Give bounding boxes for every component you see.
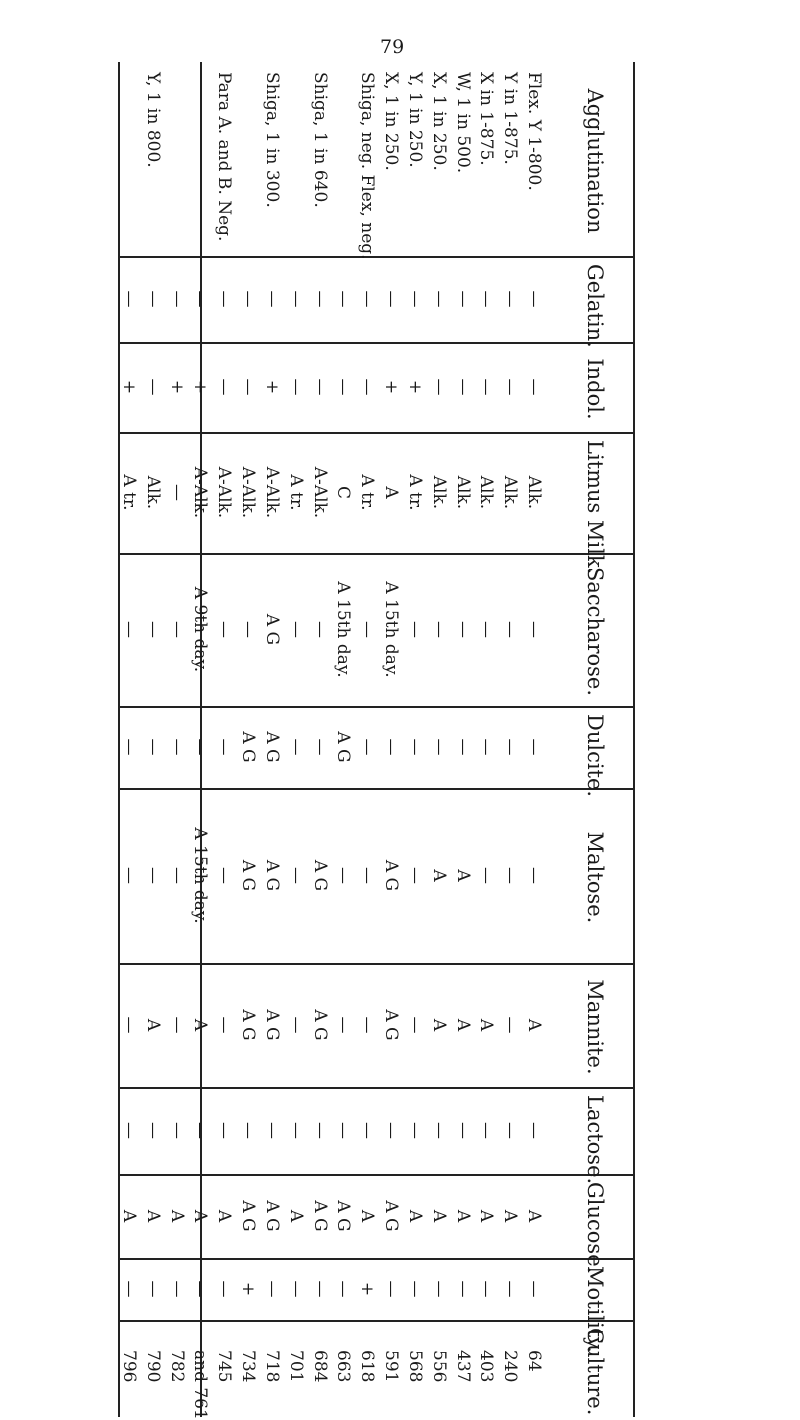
cell-indol: —	[452, 378, 473, 396]
cell-maltose: —	[166, 867, 187, 884]
cell-indol: —	[428, 378, 449, 396]
table-right-border	[633, 62, 635, 1417]
cell-lactose: —	[428, 1122, 449, 1139]
cell-saccharose: —	[476, 621, 497, 638]
cell-gelatin: —	[404, 290, 425, 308]
cell-glucose: A	[142, 1209, 163, 1223]
cell-motility: —	[190, 1280, 211, 1298]
cell-glucose: A	[166, 1209, 187, 1223]
cell-litmus-milk: Alk.	[476, 475, 497, 510]
cell-lactose: —	[381, 1122, 402, 1139]
cell-agglutination: Para A. and B. Neg.	[214, 72, 235, 242]
cell-indol: —	[285, 378, 306, 396]
cell-gelatin: —	[500, 290, 521, 308]
column-header-glucose: Glucose.	[583, 1182, 607, 1274]
cell-mannite: A	[428, 1018, 449, 1032]
cell-litmus-milk: Alk.	[500, 475, 521, 510]
cell-agglutination: Flex. Y 1-800.	[524, 72, 544, 191]
cell-mannite: —	[166, 1016, 187, 1034]
cell-lactose: —	[119, 1122, 139, 1139]
cell-gelatin: —	[142, 290, 163, 308]
cell-culture: 591	[381, 1350, 402, 1383]
cell-culture: 240	[500, 1350, 521, 1383]
cell-lactose: —	[190, 1122, 211, 1139]
cell-glucose: A	[524, 1209, 544, 1223]
cell-indol: +	[261, 379, 282, 395]
cell-culture: 403	[476, 1350, 497, 1383]
cell-indol: —	[500, 378, 521, 396]
cell-litmus-milk: A-Alk.	[261, 466, 282, 519]
cell-motility: —	[261, 1280, 282, 1298]
cell-litmus-milk: A-Alk.	[190, 466, 211, 519]
cell-gelatin: —	[238, 290, 259, 308]
cell-gelatin: —	[261, 290, 282, 308]
cell-glucose: A	[357, 1209, 378, 1223]
cell-maltose: A	[452, 869, 473, 882]
cell-motility: —	[381, 1280, 402, 1298]
cell-culture: 734	[238, 1350, 259, 1383]
cell-maltose: A G	[238, 859, 259, 892]
cell-saccharose: A G	[261, 613, 282, 646]
cell-gelatin: —	[476, 290, 497, 308]
cell-agglutination: X in 1-875.	[476, 72, 497, 166]
cell-gelatin: —	[333, 290, 354, 308]
cell-dulcite: —	[428, 738, 449, 756]
cell-dulcite: —	[476, 738, 497, 756]
cell-saccharose: —	[166, 621, 187, 638]
cell-mannite: A G	[381, 1009, 402, 1041]
cell-gelatin: —	[452, 290, 473, 308]
column-header-mannite: Mannite.	[583, 979, 607, 1075]
cell-indol: —	[524, 378, 544, 396]
cell-maltose: A G	[309, 859, 330, 892]
cell-indol: —	[309, 378, 330, 396]
cell-maltose: —	[142, 867, 163, 884]
cell-dulcite: A G	[261, 731, 282, 763]
cell-lactose: —	[452, 1122, 473, 1139]
cell-litmus-milk: A-Alk.	[309, 466, 330, 519]
cell-dulcite: —	[166, 738, 187, 756]
cell-gelatin: —	[357, 290, 378, 308]
cell-maltose: —	[119, 867, 139, 884]
cell-saccharose: —	[357, 621, 378, 638]
cell-culture: 796	[119, 1350, 139, 1383]
column-header-litmus-milk: Litmus Milk.	[583, 440, 607, 575]
cell-dulcite: —	[119, 738, 139, 756]
column-header-saccharose: Saccharose.	[583, 566, 607, 697]
cell-motility: —	[333, 1280, 354, 1298]
column-header-agglutination: Agglutination	[583, 88, 607, 234]
cell-saccharose: —	[238, 621, 259, 638]
cell-litmus-milk: Alk.	[524, 475, 544, 510]
cell-dulcite: —	[500, 738, 521, 756]
cell-culture: 64	[524, 1350, 544, 1372]
cell-indol: —	[142, 378, 163, 396]
cell-saccharose: —	[285, 621, 306, 638]
cell-maltose: A G	[381, 859, 402, 892]
cell-litmus-milk: A	[381, 486, 402, 499]
cell-maltose: —	[500, 867, 521, 884]
cell-culture: 701	[285, 1350, 306, 1383]
cell-maltose: A	[428, 869, 449, 882]
cell-indol: +	[190, 379, 211, 395]
cell-culture: 790	[142, 1350, 163, 1383]
column-header-indol: Indol.	[583, 358, 607, 420]
cell-saccharose: A 15th day.	[333, 581, 354, 678]
cell-lactose: —	[333, 1122, 354, 1139]
cell-maltose: —	[476, 867, 497, 884]
cell-motility: —	[452, 1280, 473, 1298]
cell-litmus-milk: Alk.	[428, 475, 449, 510]
cell-motility: +	[357, 1281, 378, 1297]
cell-motility: —	[214, 1280, 235, 1298]
cell-maltose: —	[404, 867, 425, 884]
cell-saccharose: A 9th day.	[190, 586, 211, 673]
cell-maltose: —	[214, 867, 235, 884]
cell-culture: 684	[309, 1350, 330, 1383]
cell-mannite: A G	[238, 1009, 259, 1041]
cell-glucose: A G	[238, 1200, 259, 1232]
cell-agglutination: X, 1 in 250.	[381, 72, 402, 171]
cell-indol: —	[333, 378, 354, 396]
cell-gelatin: —	[119, 290, 139, 308]
cell-motility: —	[500, 1280, 521, 1298]
cell-agglutination: Shiga, neg. Flex, neg.	[357, 72, 378, 260]
cell-mannite: A	[452, 1018, 473, 1032]
cell-litmus-milk: C	[333, 485, 354, 499]
cell-litmus-milk: A tr.	[119, 474, 139, 511]
cell-glucose: A	[285, 1209, 306, 1223]
cell-lactose: —	[142, 1122, 163, 1139]
cell-agglutination: Y, 1 in 250.	[404, 72, 425, 168]
column-header-maltose: Maltose.	[583, 831, 607, 924]
cell-dulcite: —	[357, 738, 378, 756]
cell-indol: +	[119, 379, 139, 395]
cell-glucose: A G	[381, 1200, 402, 1232]
cell-agglutination: X, 1 in 250.	[428, 72, 449, 171]
cell-mannite: —	[357, 1016, 378, 1034]
cell-motility: —	[166, 1280, 187, 1298]
cell-culture: 663	[333, 1350, 354, 1383]
cell-indol: —	[238, 378, 259, 396]
cell-indol: —	[476, 378, 497, 396]
cell-glucose: A	[214, 1209, 235, 1223]
column-header-dulcite: Dulcite.	[583, 714, 607, 798]
cell-dulcite: —	[524, 738, 544, 756]
cell-saccharose: —	[500, 621, 521, 638]
cell-indol: —	[214, 378, 235, 396]
cell-dulcite: —	[404, 738, 425, 756]
cell-agglutination: Shiga, 1 in 640.	[309, 72, 330, 208]
cell-litmus-milk: A-Alk.	[214, 466, 235, 519]
cell-lactose: —	[261, 1122, 282, 1139]
cell-motility: —	[309, 1280, 330, 1298]
cell-culture: and 761	[190, 1350, 211, 1420]
cell-culture: 437	[452, 1350, 473, 1383]
cell-indol: +	[381, 379, 402, 395]
cell-culture: 556	[428, 1350, 449, 1383]
cell-dulcite: —	[214, 738, 235, 756]
cell-litmus-milk: A tr.	[404, 474, 425, 511]
column-header-gelatin: Gelatin.	[583, 264, 607, 348]
cell-glucose: A	[476, 1209, 497, 1223]
cell-glucose: A	[190, 1209, 211, 1223]
cell-agglutination: W, 1 in 500.	[452, 72, 473, 174]
cell-dulcite: —	[142, 738, 163, 756]
cell-dulcite: A G	[238, 731, 259, 763]
cell-saccharose: —	[428, 621, 449, 638]
cell-saccharose: —	[119, 621, 139, 638]
cell-mannite: A	[190, 1018, 211, 1032]
cell-motility: —	[119, 1280, 139, 1298]
cell-glucose: A	[404, 1209, 425, 1223]
cell-maltose: A 15th day.	[190, 827, 211, 924]
column-header-lactose: Lactose.	[583, 1095, 607, 1185]
cell-lactose: —	[476, 1122, 497, 1139]
cell-mannite: —	[500, 1016, 521, 1034]
cell-mannite: —	[333, 1016, 354, 1034]
cell-culture: 782	[166, 1350, 187, 1383]
cell-mannite: —	[404, 1016, 425, 1034]
cell-motility: —	[142, 1280, 163, 1298]
cell-agglutination: Shiga, 1 in 300.	[261, 72, 282, 208]
cell-glucose: A	[500, 1209, 521, 1223]
cell-motility: —	[428, 1280, 449, 1298]
cell-glucose: A G	[309, 1200, 330, 1232]
cell-lactose: —	[524, 1122, 544, 1139]
cell-culture: 718	[261, 1350, 282, 1383]
cell-motility: —	[285, 1280, 306, 1298]
cell-dulcite: —	[285, 738, 306, 756]
cell-litmus-milk: A tr.	[357, 474, 378, 511]
cell-litmus-milk: Alk.	[142, 475, 163, 510]
cell-indol: +	[166, 379, 187, 395]
column-header-culture: Culture.	[583, 1328, 607, 1416]
cell-dulcite: —	[190, 738, 211, 756]
cell-agglutination: Y, 1 in 800.	[142, 72, 163, 168]
cell-mannite: —	[119, 1016, 139, 1034]
cell-mannite: —	[285, 1016, 306, 1034]
cell-mannite: A	[142, 1018, 163, 1032]
cell-lactose: —	[500, 1122, 521, 1139]
cell-glucose: A G	[261, 1200, 282, 1232]
cell-litmus-milk: —	[166, 484, 187, 501]
cell-saccharose: —	[214, 621, 235, 638]
cell-motility: +	[238, 1281, 259, 1297]
cell-dulcite: —	[309, 738, 330, 756]
cell-culture: 745	[214, 1350, 235, 1383]
cell-indol: —	[357, 378, 378, 396]
cell-motility: —	[476, 1280, 497, 1298]
cell-motility: —	[404, 1280, 425, 1298]
cell-motility: —	[524, 1280, 544, 1298]
cell-litmus-milk: Alk.	[452, 475, 473, 510]
cell-culture: 568	[404, 1350, 425, 1383]
cell-mannite: A	[476, 1018, 497, 1032]
cell-gelatin: —	[285, 290, 306, 308]
rotated-table	[118, 62, 633, 1420]
cell-gelatin: —	[190, 290, 211, 308]
cell-glucose: A G	[333, 1200, 354, 1232]
cell-lactose: —	[285, 1122, 306, 1139]
cell-indol: +	[404, 379, 425, 395]
cell-dulcite: A G	[333, 731, 354, 763]
cell-maltose: —	[285, 867, 306, 884]
cell-culture: 618	[357, 1350, 378, 1383]
cell-gelatin: —	[428, 290, 449, 308]
cell-lactose: —	[357, 1122, 378, 1139]
cell-glucose: A	[119, 1209, 139, 1223]
cell-mannite: —	[214, 1016, 235, 1034]
cell-gelatin: —	[166, 290, 187, 308]
cell-agglutination: Y in 1-875.	[500, 72, 521, 165]
cell-gelatin: —	[524, 290, 544, 308]
cell-maltose: —	[524, 867, 544, 884]
cell-lactose: —	[404, 1122, 425, 1139]
cell-dulcite: —	[381, 738, 402, 756]
cell-litmus-milk: A-Alk.	[238, 466, 259, 519]
cell-saccharose: —	[142, 621, 163, 638]
cell-mannite: A G	[261, 1009, 282, 1041]
page-number: 79	[380, 36, 405, 58]
cell-mannite: A G	[309, 1009, 330, 1041]
cell-lactose: —	[309, 1122, 330, 1139]
cell-lactose: —	[238, 1122, 259, 1139]
cell-litmus-milk: A tr.	[285, 474, 306, 511]
cell-saccharose: A 15th day.	[381, 581, 402, 678]
column-header-motility: Motility.	[583, 1266, 607, 1353]
cell-gelatin: —	[381, 290, 402, 308]
cell-lactose: —	[166, 1122, 187, 1139]
cell-glucose: A	[452, 1209, 473, 1223]
cell-gelatin: —	[309, 290, 330, 308]
cell-mannite: A	[524, 1018, 544, 1032]
cell-saccharose: —	[404, 621, 425, 638]
cell-saccharose: —	[452, 621, 473, 638]
cell-gelatin: —	[214, 290, 235, 308]
cell-dulcite: —	[452, 738, 473, 756]
cell-lactose: —	[214, 1122, 235, 1139]
cell-maltose: A G	[261, 859, 282, 892]
cell-glucose: A	[428, 1209, 449, 1223]
cell-maltose: —	[357, 867, 378, 884]
cell-saccharose: —	[309, 621, 330, 638]
cell-maltose: —	[333, 867, 354, 884]
cell-saccharose: —	[524, 621, 544, 638]
